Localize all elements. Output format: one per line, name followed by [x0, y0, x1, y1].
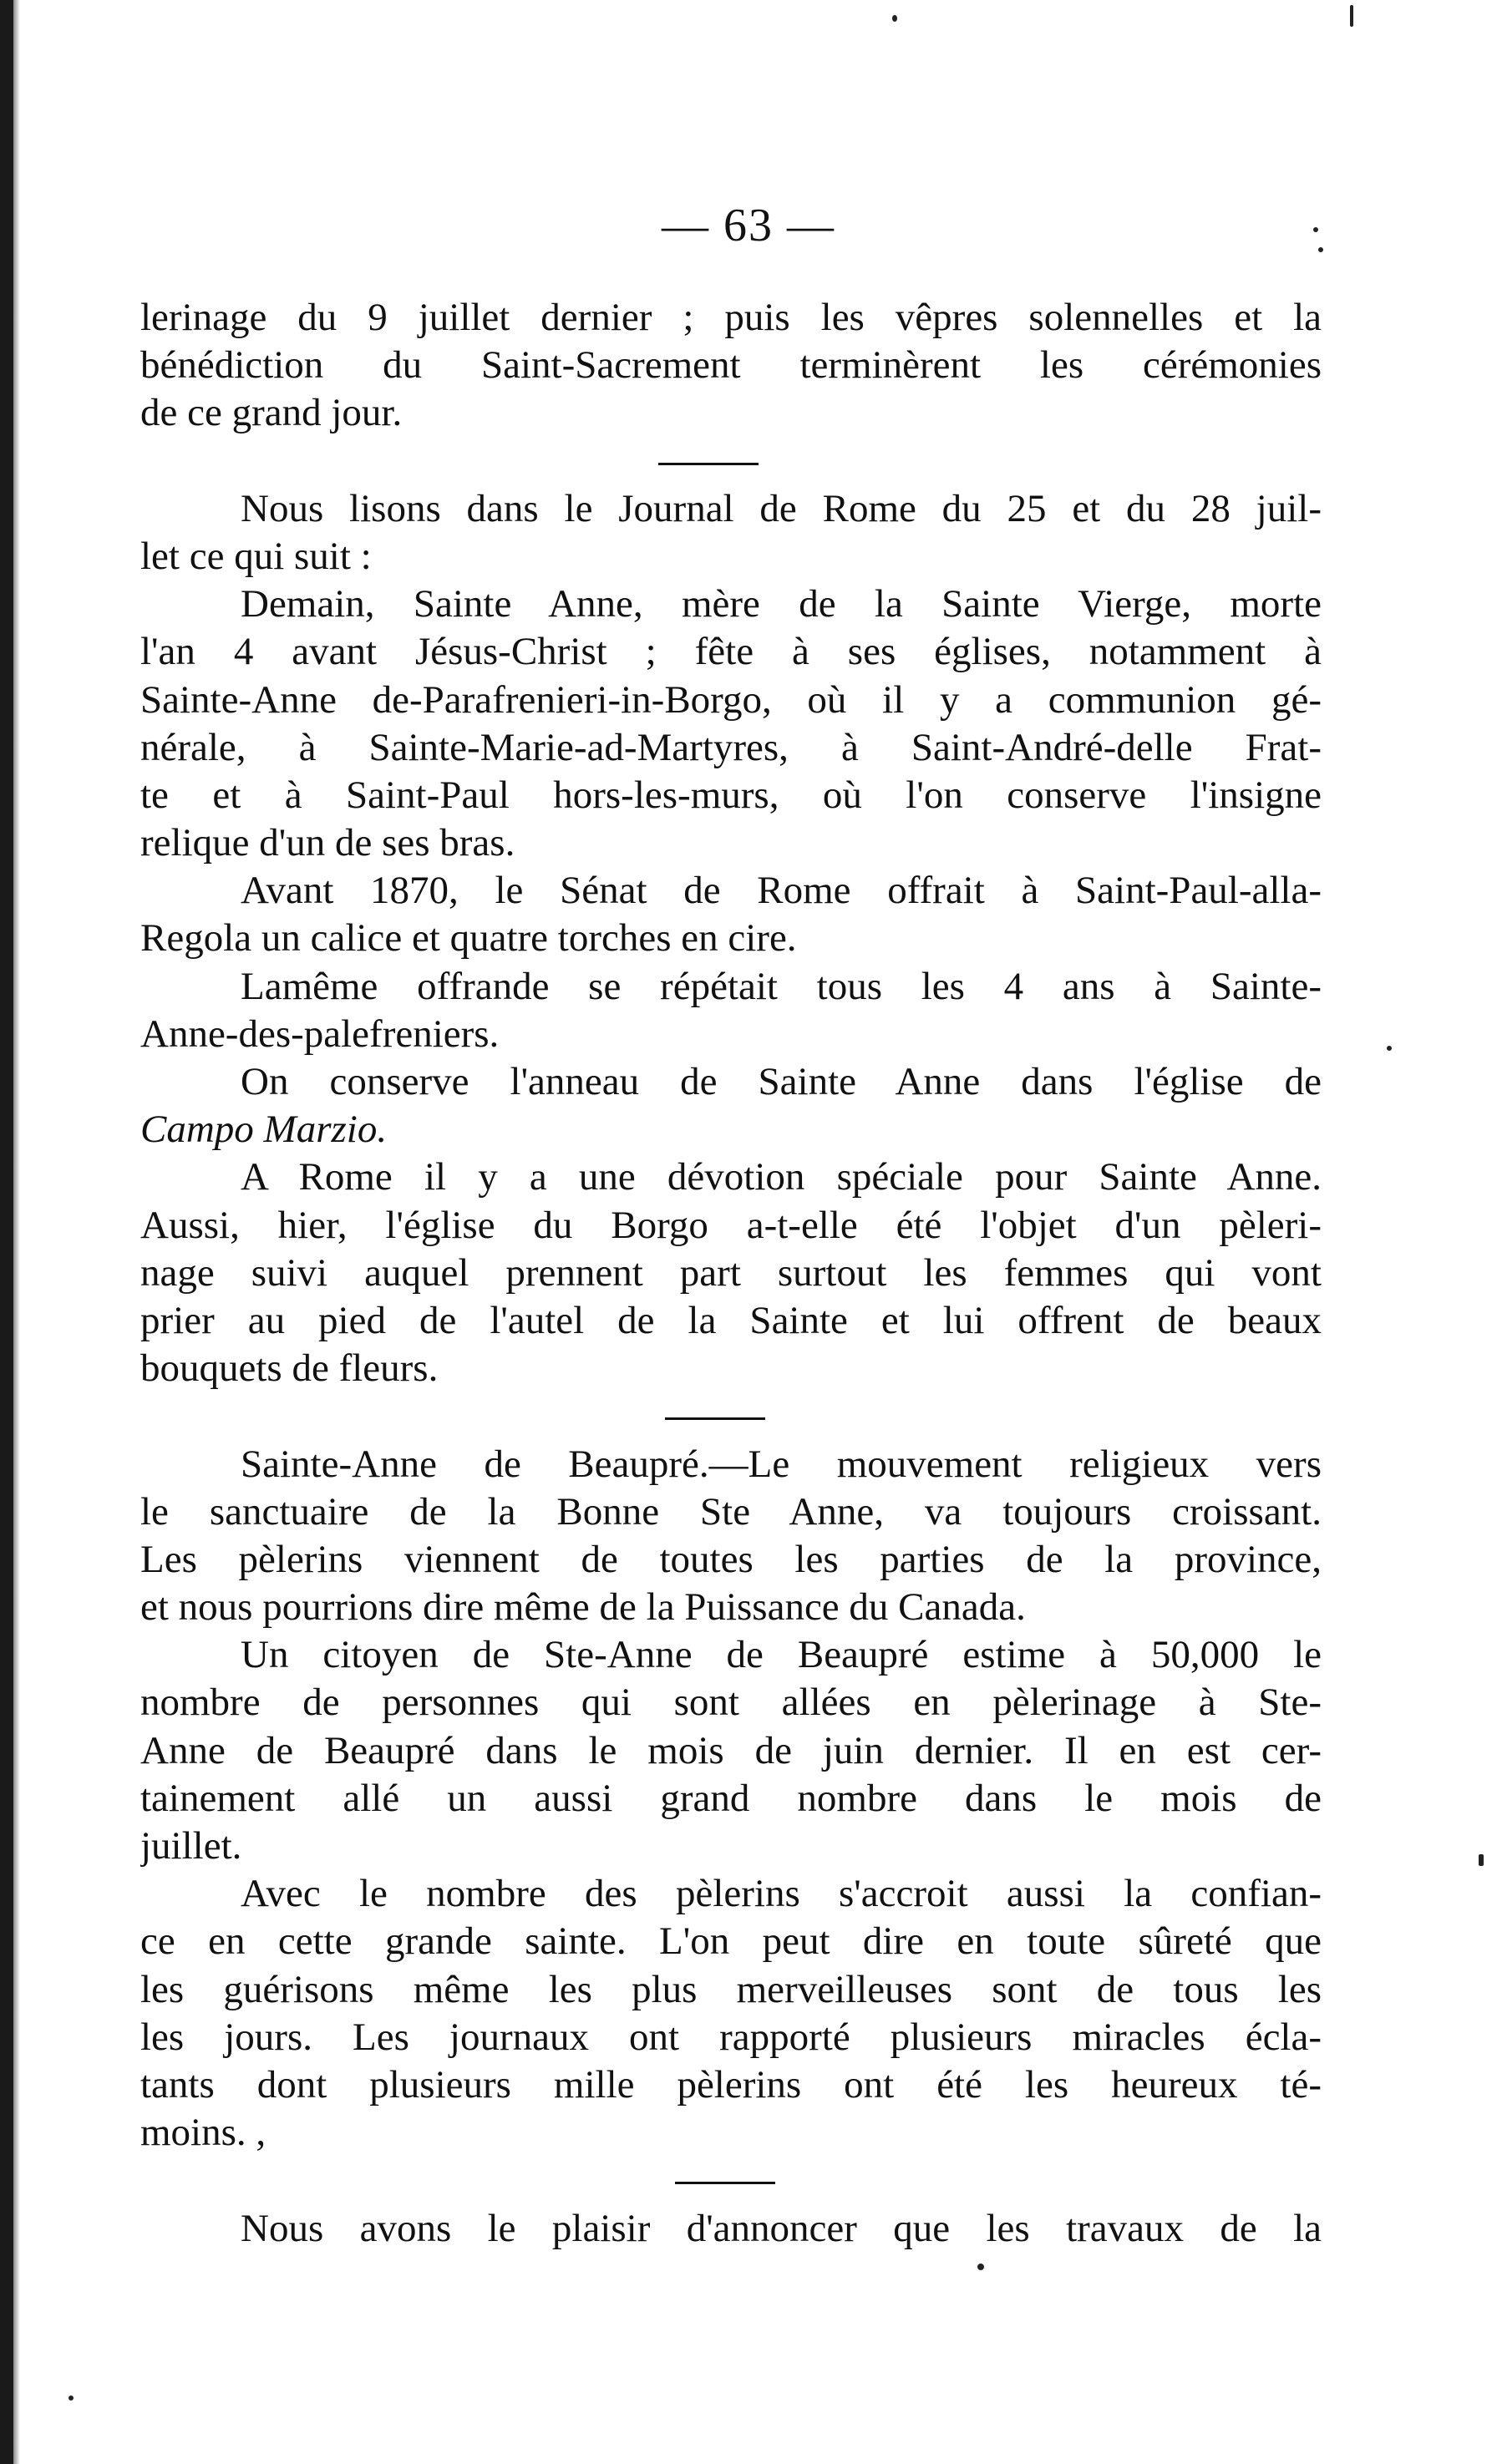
- text-line: juillet.: [140, 1824, 242, 1868]
- page-binding-shadow: [13, 0, 20, 2464]
- text-line: Anne-des-palefreniers.: [140, 1011, 500, 1056]
- text-line: nombre de personnes qui sont allées en pèlerinage à Ste-: [140, 1681, 1322, 1725]
- print-speck: [1350, 5, 1353, 27]
- text-line: les jours. Les journaux ont rapporté plusieurs miracles écla-: [140, 2015, 1322, 2059]
- separator-rule: [675, 2182, 775, 2184]
- text-line: let ce qui suit :: [140, 534, 372, 578]
- text-line: Anne de Beaupré dans le mois de juin dernier. Il en est cer-: [140, 1728, 1322, 1772]
- text-line: tants dont plusieurs mille pèlerins ont été les heureux té-: [140, 2062, 1322, 2107]
- text-line: prier au pied de l'autel de la Sainte et lui offrent de beaux: [140, 1298, 1322, 1342]
- print-speck: [69, 2396, 74, 2401]
- text-line: Lamême offrande se répétait tous les 4 ans à Sainte-: [241, 964, 1322, 1008]
- text-line: Aussi, hier, l'église du Borgo a-t-elle été l'objet d'un pèleri-: [140, 1203, 1322, 1247]
- text-line: Avant 1870, le Sénat de Rome offrait à Saint-Paul-alla-: [241, 869, 1322, 913]
- section-separator: [140, 1392, 1322, 1440]
- text-line: les guérisons même les plus merveilleuses sont de tous les: [140, 1967, 1322, 2011]
- text-line: Regola un calice et quatre torches en cire.: [140, 916, 797, 961]
- print-speck: [1479, 1854, 1484, 1866]
- body-text: [140, 294, 1322, 2253]
- text-line: Campo Marzio.: [140, 1108, 388, 1152]
- text-line: Un citoyen de Ste-Anne de Beaupré estime à 50,000 le: [241, 1633, 1322, 1677]
- text-line: et nous pourrions dire même de la Puissance du Canada.: [140, 1585, 1026, 1630]
- print-speck: [977, 2264, 984, 2270]
- text-line: Avec le nombre des pèlerins s'accroit aussi la confian-: [241, 1872, 1322, 1916]
- separator-rule: [665, 1417, 765, 1420]
- print-speck: [892, 15, 897, 22]
- text-line: bénédiction du Saint-Sacrement terminèrent les cérémonies: [140, 343, 1322, 388]
- text-line: nérale, à Sainte-Marie-ad-Martyres, à Saint-André-delle Frat-: [140, 725, 1322, 769]
- text-line: ce en cette grande sainte. L'on peut dire en toute sûreté que: [140, 1919, 1322, 1964]
- separator-rule: [658, 463, 759, 465]
- text-line: te et à Saint-Paul hors-les-murs, où l'on conserve l'insigne: [140, 773, 1322, 817]
- text-line: le sanctuaire de la Bonne Ste Anne, va toujours croissant.: [140, 1489, 1322, 1534]
- section-separator: [140, 438, 1322, 485]
- text-line: On conserve l'anneau de Sainte Anne dans l'église de: [241, 1060, 1322, 1103]
- text-line: relique d'un de ses bras.: [140, 821, 515, 865]
- text-line: A Rome il y a une dévotion spéciale pour Sainte Anne.: [241, 1155, 1322, 1199]
- text-line: tainement allé un aussi grand nombre dans le mois de: [140, 1776, 1322, 1820]
- page-number: — 63 —: [662, 200, 835, 251]
- text-line: Nous avons le plaisir d'annoncer que les travaux de la: [241, 2206, 1322, 2250]
- text-line: de ce grand jour.: [140, 391, 403, 435]
- text-line: nage suivi auquel prennent part surtout les femmes qui vont: [140, 1250, 1322, 1295]
- text-line: moins. ,: [140, 2111, 266, 2155]
- section-separator: [140, 2157, 1322, 2204]
- text-line: bouquets de fleurs.: [140, 1346, 439, 1391]
- text-line: lerinage du 9 juillet dernier ; puis les vêpres solennelles et la: [140, 296, 1322, 339]
- text-line: Sainte-Anne de-Parafrenieri-in-Borgo, où il y a communion gé-: [140, 677, 1322, 722]
- text-line: l'an 4 avant Jésus-Christ ; fête à ses églises, notamment à: [140, 630, 1322, 674]
- page-binding-edge: [0, 0, 13, 2464]
- text-line: Nous lisons dans le Journal de Rome du 25 et du 28 juil-: [241, 486, 1322, 530]
- print-speck: [1387, 1046, 1392, 1051]
- text-line: Demain, Sainte Anne, mère de la Sainte Vierge, morte: [241, 582, 1322, 626]
- text-line: Sainte-Anne de Beaupré.—Le mouvement religieux vers: [241, 1442, 1322, 1486]
- text-line: Les pèlerins viennent de toutes les parties de la province,: [140, 1537, 1322, 1581]
